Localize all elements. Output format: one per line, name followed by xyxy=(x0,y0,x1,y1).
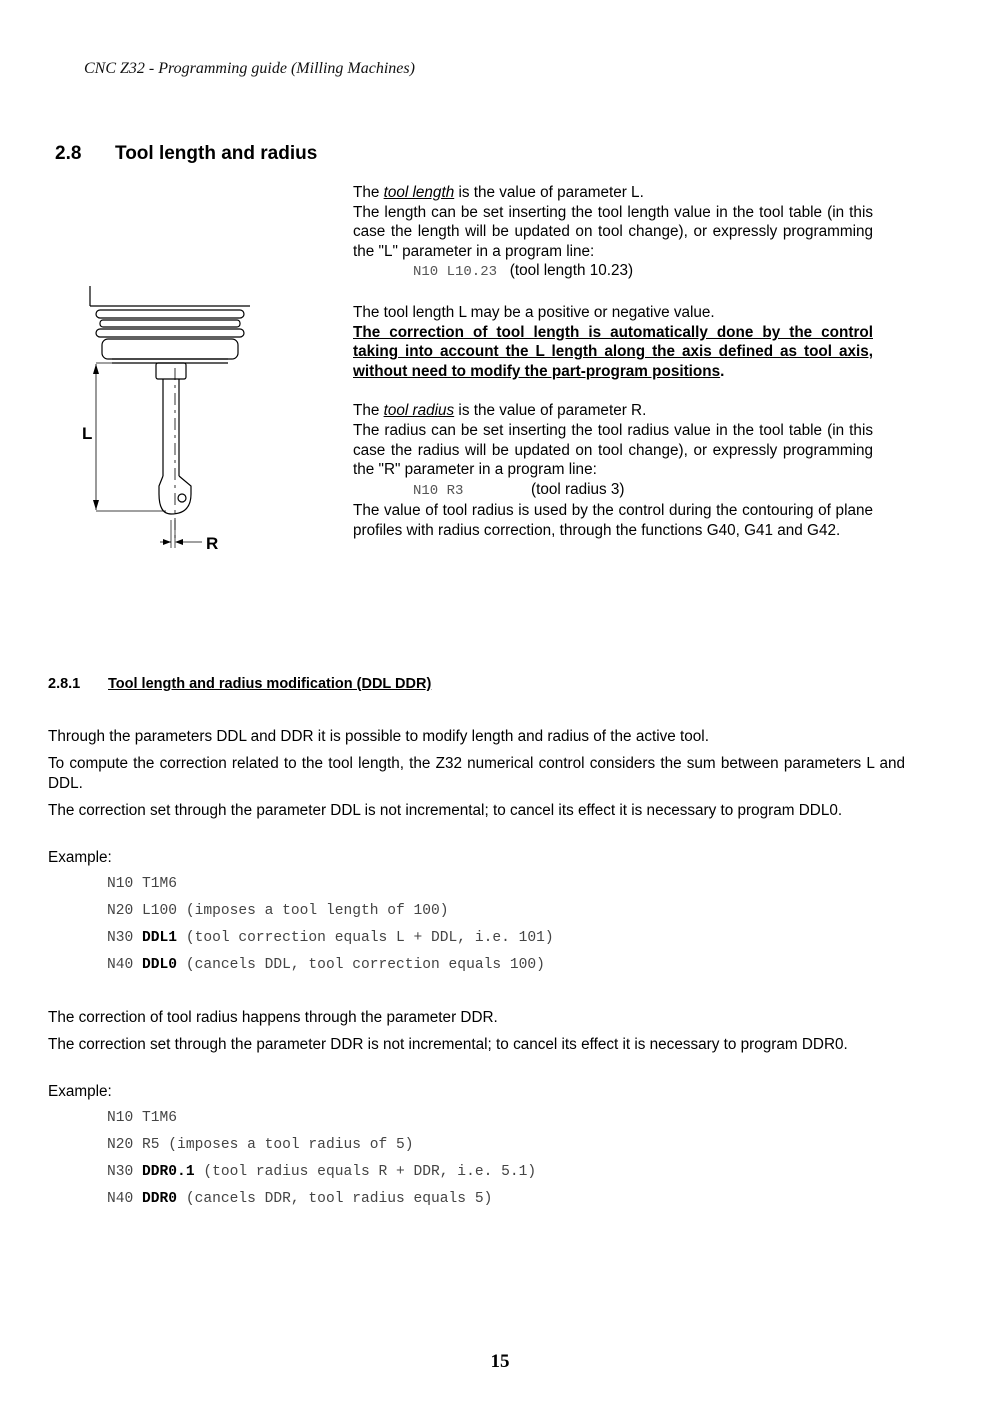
tool-length-paragraph: The length can be set inserting the tool length value in the tool table (in this case the length will be updated on tool change), or expressly programming the "L" parameter in a program line: xyxy=(353,203,873,260)
body-paragraph-4: The correction of tool radius happens through the parameter DDR. xyxy=(48,1009,498,1026)
body-paragraph-1: Through the parameters DDL and DDR it is possible to modify length and radius of the active tool. xyxy=(48,728,709,745)
code-line: N30 DDR0.1 (tool radius equals R + DDR, i.e. 5.1) xyxy=(107,1164,537,1180)
tool-length-term: tool length xyxy=(383,184,455,201)
tool-radius-paragraph: The radius can be set inserting the tool radius value in the tool table (in this case the radius will be updated on tool change), or expressly programming the "R" parameter in a program line: xyxy=(353,421,873,479)
radius-label: R xyxy=(206,534,219,553)
code-line: N10 T1M6 xyxy=(107,1110,178,1126)
tool-diagram-figure xyxy=(60,280,250,560)
code-example-length: N10 L10.23 (tool length 10.23) xyxy=(413,262,634,281)
tool-length-definition: The tool length is the value of parameter L. xyxy=(353,184,644,201)
tool-radius-definition: The tool radius is the value of parameter R. xyxy=(353,402,647,420)
code-line: N20 R5 (imposes a tool radius of 5) xyxy=(107,1137,414,1153)
running-header: CNC Z32 - Programming guide (Milling Machines) xyxy=(84,60,415,77)
body-paragraph-2: To compute the correction related to the tool length, the Z32 numerical control considers the sum between parameters L and DDL. xyxy=(48,755,905,792)
body-paragraph-5: The correction set through the parameter DDR is not incremental; to cancel its effect it is necessary to program DDR0. xyxy=(48,1036,848,1053)
code-line: N20 L100 (imposes a tool length of 100) xyxy=(107,903,449,919)
tool-radius-term: tool radius xyxy=(383,402,455,420)
example-label-2: Example: xyxy=(48,1083,112,1100)
section-title: Tool length and radius xyxy=(115,143,318,164)
section-number: 2.8 xyxy=(55,143,82,164)
tool-length-sign-paragraph: The tool length L may be a positive or negative value. xyxy=(353,303,715,321)
body-paragraph-3: The correction set through the parameter DDL is not incremental; to cancel its effect it is necessary to program DDL0. xyxy=(48,802,843,819)
subsection-title: Tool length and radius modification (DDL DDR) xyxy=(108,676,432,692)
code-line: N30 DDL1 (tool correction equals L + DDL, i.e. 101) xyxy=(107,930,554,946)
subsection-number: 2.8.1 xyxy=(48,676,81,692)
tool-radius-usage-paragraph: The value of tool radius is used by the control during the contouring of plane profiles with radius correction, through the functions G40, G41 and G42. xyxy=(353,502,873,539)
intro-text-column xyxy=(353,183,873,541)
page-number: 15 xyxy=(490,1351,510,1372)
length-label: L xyxy=(82,424,93,443)
code-line: N10 T1M6 xyxy=(107,876,178,892)
tool-length-correction-note: The correction of tool length is automatically done by the control taking into account the L length along the axis defined as tool axis, without need to modify the part-program positions. xyxy=(353,323,873,380)
example-label-1: Example: xyxy=(48,849,112,866)
code-line: N40 DDR0 (cancels DDR, tool radius equals 5) xyxy=(107,1191,493,1207)
code-example-radius: N10 R3 (tool radius 3) xyxy=(413,480,625,499)
code-line: N40 DDL0 (cancels DDL, tool correction equals 100) xyxy=(107,957,545,973)
